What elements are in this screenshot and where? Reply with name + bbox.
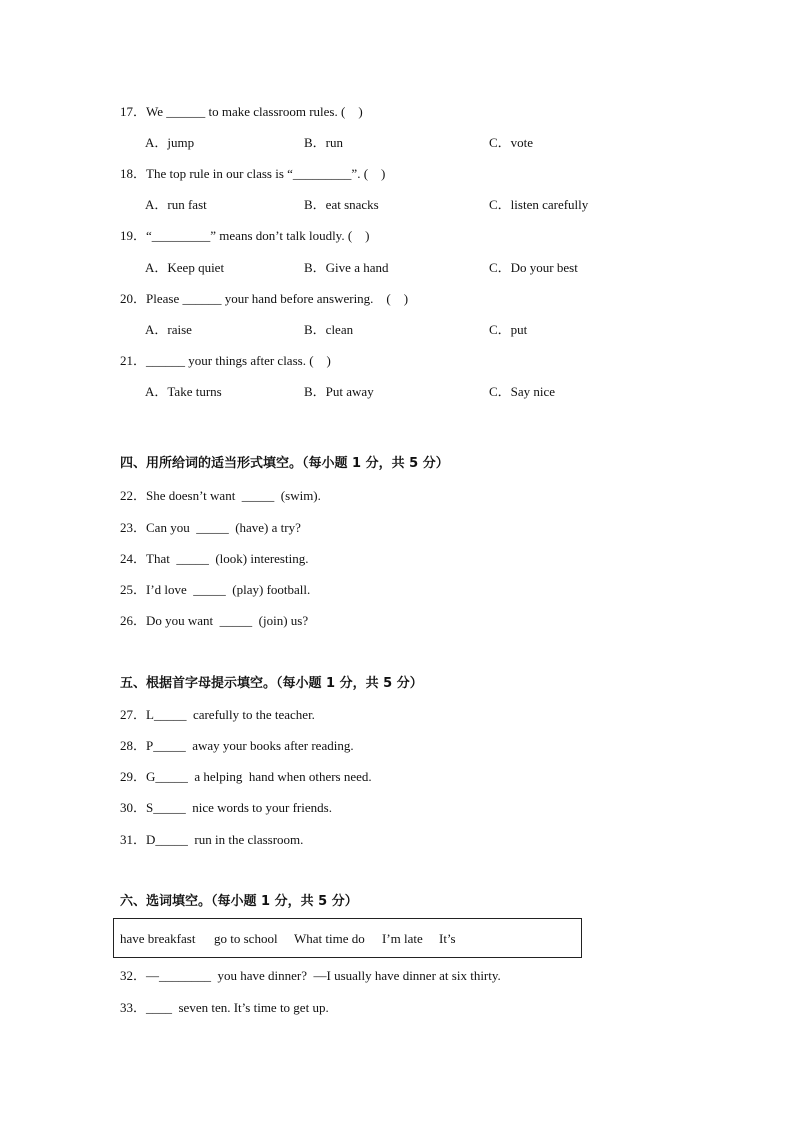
fill-item-32: 32．—________ you have dinner? —I usually have dinner at six thirty.: [120, 968, 501, 983]
option-b: B．eat snacks: [304, 197, 379, 212]
option-a: A．jump: [145, 135, 195, 150]
word-bank-item: go to school: [214, 931, 278, 946]
question-text: 20．Please ______ your hand before answering. ( ): [120, 291, 409, 306]
option-c: C．listen carefully: [489, 197, 589, 212]
fill-item-26: 26．Do you want _____ (join) us?: [120, 613, 309, 628]
section-6-title: 六、选词填空。（每小题 1 分，共 5 分）: [120, 894, 358, 909]
fill-item-29: 29．G_____ a helping hand when others need.: [120, 769, 372, 784]
option-a: A．Keep quiet: [145, 260, 225, 275]
fill-item-28: 28．P_____ away your books after reading.: [120, 738, 354, 753]
fill-item-24: 24．That _____ (look) interesting.: [120, 551, 309, 566]
fill-item-31: 31．D_____ run in the classroom.: [120, 832, 304, 847]
option-b: B．run: [304, 135, 344, 150]
fill-item-30: 30．S_____ nice words to your friends.: [120, 800, 332, 815]
fill-item-33: 33．____ seven ten. It’s time to get up.: [120, 1000, 329, 1015]
option-c: C．Do your best: [489, 260, 578, 275]
fill-item-27: 27．L_____ carefully to the teacher.: [120, 707, 315, 722]
fill-item-25: 25．I’d love _____ (play) football.: [120, 582, 311, 597]
option-a: A．Take turns: [145, 384, 222, 399]
option-a: A．run fast: [145, 197, 207, 212]
option-b: B．clean: [304, 322, 354, 337]
word-bank-item: I’m late: [382, 931, 423, 946]
fill-item-22: 22．She doesn’t want _____ (swim).: [120, 488, 321, 503]
word-bank-item: It’s: [439, 931, 456, 946]
section-5-title: 五、根据首字母提示填空。（每小题 1 分，共 5 分）: [120, 676, 423, 691]
fill-item-23: 23．Can you _____ (have) a try?: [120, 520, 301, 535]
question-text: 17．We ______ to make classroom rules. ( ): [120, 104, 363, 119]
word-bank-box: [113, 918, 582, 958]
option-b: B．Give a hand: [304, 260, 389, 275]
option-c: C．vote: [489, 135, 534, 150]
option-b: B．Put away: [304, 384, 374, 399]
option-c: C．Say nice: [489, 384, 556, 399]
word-bank-item: have breakfast: [120, 931, 196, 946]
question-text: 19．“_________” means don’t talk loudly. ( ): [120, 228, 370, 243]
word-bank-item: What time do: [294, 931, 365, 946]
option-a: A．raise: [145, 322, 192, 337]
question-text: 21．______ your things after class. ( ): [120, 353, 331, 368]
option-c: C．put: [489, 322, 528, 337]
section-4-title: 四、用所给词的适当形式填空。（每小题 1 分，共 5 分）: [120, 456, 449, 471]
question-text: 18．The top rule in our class is “_________”. ( ): [120, 166, 386, 181]
